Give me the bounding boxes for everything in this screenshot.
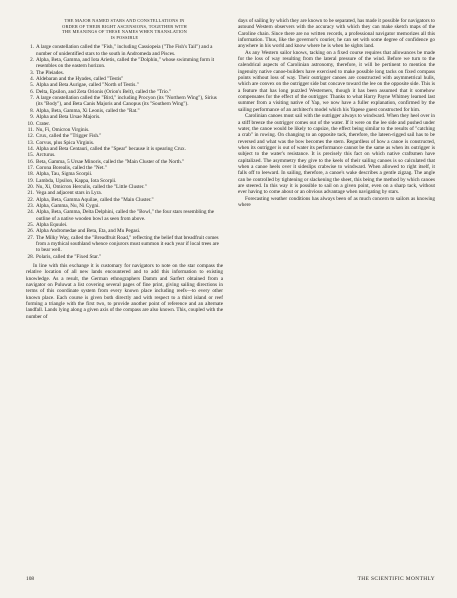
body-paragraph: Carolinian canoes must sail with the outrigger always to windward. When they heel over in a stiff breeze the outrigger comes out of the water. If it were on the lee side and pushed under water, the canoe would be likely to capsize, the effect being similar to the results of "catching a crab" in rowing. On changing to an opposite tack, therefore, the lateen-rigged sail has to be reversed and what was the bow becomes the stern. Regardless of how a canoe is constructed, when its outrigger is out of water its performance cannot be the same as when its outrigger is subject to the water's resistance. It is precisely this fact on which native craftsmen have capitalized. The asymmetry they give to the keels of their sailing canoes is so calculated that when a canoe heels over it sideslips crabwise to windward. When allowed to right itself, it falls off to leeward. In sailing, therefore, a canoe's wake describes a gentle zigzag. The angle can be controlled by tightening or slackening the sheet, this being the method by which canoes are steered. In this way it is possible to sail on a given point, even on a sharp tack, without ever having to come about or an obvious advantage when navigating by stars. <box>238 113 435 196</box>
item-number: 22. <box>27 196 34 203</box>
item-text: The Pleiades. <box>36 69 64 76</box>
item-number: 4. <box>30 76 34 83</box>
item-text: Vega and adjacent stars in Lyra. <box>36 190 102 197</box>
star-list-item <box>26 44 223 57</box>
item-number: 19. <box>27 177 34 184</box>
item-number: 21. <box>27 190 34 197</box>
item-number: 11. <box>27 126 34 133</box>
item-text: Nu, Fi, Omicron Virginis. <box>36 126 90 133</box>
left-column <box>26 18 223 320</box>
item-text: Alpha, Beta, Gamma Aquilae, called the "Main Cluster." <box>36 196 154 203</box>
body-paragraph: In line with this exchange it is customary for navigators to note on the star compass the relative location of all new lands encountered and to add this information to existing knowledge. As a result, the German ethnographers Damm and Sarfert obtained from a navigator on Puluwat a list covering several pages of fine print, giving sailing directions in terms of this coordinate system from every known place including reefs—to every other known place. Each course is given both directly and with respect to a third island or reef forming a triangle with the first two, to provide another point of reference and an alternate landfall. Lands lying along a given axis of the compass are also known. This, coupled with the number of <box>26 263 223 320</box>
item-text: Aldebaran and the Hyades, called "Testis" <box>36 76 124 83</box>
heading-line: ORDER OF THEIR RIGHT ASCENSIONS, TOGETHER WITH <box>62 23 187 29</box>
two-column-layout <box>26 18 435 320</box>
item-text: Alpha and Beta Centauri, called the "Spear" because it is spearing Crux. <box>36 145 186 152</box>
item-text: Beta, Gamma, 5 Ursae Minoris, called the "Main Cluster of the North." <box>36 158 185 165</box>
star-list <box>26 44 223 260</box>
item-number: 8. <box>30 107 34 114</box>
item-text: Alpha, Beta, Gamma, and Iota Arietis, called the "Dolphin," whose swimming form it resembles on the eastern horizon. <box>36 57 215 70</box>
item-number: 2. <box>30 57 34 64</box>
item-number: 1. <box>30 44 34 51</box>
right-column <box>238 18 435 320</box>
item-number: 13. <box>27 139 34 146</box>
star-list-item <box>26 95 223 108</box>
item-number: 24. <box>27 209 34 216</box>
item-number: 6. <box>30 88 34 95</box>
heading-line: IS POSSIBLE <box>110 34 139 40</box>
item-text: Alpha, Tau, Sigma Scorpii. <box>36 171 93 178</box>
item-number: 5. <box>30 82 34 89</box>
table-heading <box>26 18 223 40</box>
item-text: Delta, Epsilon, and Zeta Orionis (Orion's Belt), called the "Trio." <box>36 88 172 95</box>
item-text: Nu, Xi, Omicron Herculis, called the "Little Cluster." <box>36 183 147 190</box>
star-list-item <box>26 57 223 70</box>
body-paragraph: Forecasting weather conditions has always been of as much concern to sailors as knowing where <box>238 195 435 208</box>
item-number: 28. <box>27 253 34 260</box>
page-number: 108 <box>26 576 35 582</box>
star-list-item <box>26 254 223 260</box>
item-text: Corona Borealis, called the "Net." <box>36 164 107 171</box>
item-number: 25. <box>27 222 34 228</box>
item-text: Alpha, Gamma, Nu, Ni Cygni. <box>36 202 100 209</box>
item-number: 23. <box>27 202 34 209</box>
left-body-text <box>26 263 223 320</box>
item-text: Alpha, Beta, Gamma, Delta Delphini, called the "Bowl," the four stars resembling the outline of a native wooden bowl as seen from above. <box>36 209 215 222</box>
star-list-item <box>26 209 223 222</box>
item-number: 27. <box>27 234 34 241</box>
item-number: 26. <box>27 228 34 235</box>
item-number: 17. <box>27 164 34 171</box>
item-text: A large constellation called the "Bird," including Procyon (its "Northern Wing"), Sirius (its "Body"), and Beta Canis Majoris and Canopus (its "Southern Wing"). <box>36 95 217 108</box>
item-text: Alpha, Beta, Gamma, Xi Leonis, called the "Rat." <box>36 107 140 114</box>
item-text: A large constellation called the "Fish," including Cassiopeia ("The Fish's Tail") and a number of unidentified stars to the south in Andromeda and Pisces. <box>36 44 213 57</box>
star-list-item <box>26 235 223 254</box>
item-text: Lambda, Upsilon, Kappa, Iota Scorpii. <box>36 177 117 184</box>
item-text: Alpha and Beta Ursae Majoris. <box>36 114 101 121</box>
item-number: 15. <box>27 152 34 159</box>
item-text: Polaris, called the "Fixed Star." <box>36 253 102 260</box>
item-text: Crater. <box>36 120 50 127</box>
item-text: The Milky Way, called the "Breadfruit Road," reflecting the belief that breadfruit comes from a mythical southland whence conjurors must summon it each year if local trees are to bear well. <box>36 234 219 254</box>
item-number: 14. <box>27 145 34 152</box>
item-number: 3. <box>30 69 34 76</box>
item-number: 9. <box>30 114 34 121</box>
item-text: Alpha Equulei. <box>36 222 68 228</box>
item-number: 20. <box>27 183 34 190</box>
page-footer <box>26 576 435 582</box>
journal-title: THE SCIENTIFIC MONTHLY <box>357 576 435 582</box>
body-paragraph: As any Western sailor knows, tacking on a fixed course requires that allowances be made for the loss of way resulting from the lateral pressure of the wind. Before we turn to the calendrical aspects of Carolinian astronomy, therefore, it will be pertinent to mention the ingenuity native canoe-builders have exercised to make possible long tacks on fixed compass points without loss of way. Their outrigger canoes are constructed with asymmetrical hulls, which are convex on the outrigger side but concave toward the lee on the opposite side. This is a feature that has long puzzled Westerners, though it has been assumed that it somehow compensates for the effect of the outrigger. Thanks to what Harry Payne Whitney learned last summer from a visiting native of Yap, we now have a fuller explanation, confirmed by the sailing performance of an architect's model which his Yapese guest constructed for him. <box>238 49 435 113</box>
item-text: Corvus, plus Spica Virginis. <box>36 139 95 146</box>
item-number: 10. <box>27 120 34 127</box>
item-text: Alpha and Beta Aurigae, called "North of Testis." <box>36 82 139 89</box>
heading-line: THE MEANINGS OF THESE NAMES WHEN TRANSLATION <box>62 29 187 35</box>
item-number: 7. <box>30 95 34 102</box>
body-paragraph: days of sailing by which they are known to be separated, has made it possible for navigators to astound Western observers with the accuracy with which they can make sketch maps of the Caroline chain. Since there are no written records, a professional navigator memorizes all this information. Thus, like the governor's courier, he can set with some degree of confidence go anywhere in his world and know where he is when he sights land. <box>238 18 435 50</box>
item-text: Crux, called the "Trigger Fish." <box>36 133 102 140</box>
item-text: Arcturus. <box>36 152 56 159</box>
heading-line: THE MAJOR NAMED STARS AND CONSTELLATIONS IN <box>64 18 185 23</box>
item-text: Alpha Andromedae and Beta, Eta, and Mu Pegasi. <box>36 228 141 235</box>
item-number: 16. <box>27 158 34 165</box>
item-number: 18. <box>27 171 34 178</box>
item-number: 12. <box>27 133 34 140</box>
